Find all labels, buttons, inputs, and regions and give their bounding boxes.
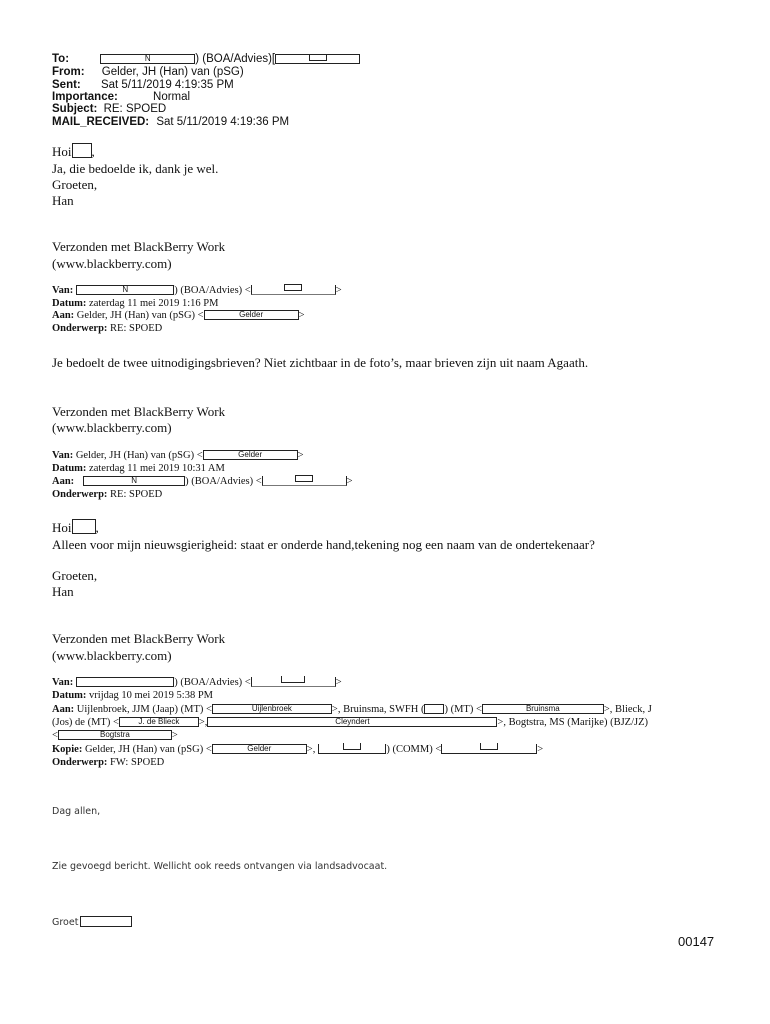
- van-suffix: ) (BOA/Advies) <: [174, 285, 251, 296]
- redacted-name: [72, 519, 96, 534]
- datum-label: Datum:: [52, 690, 87, 701]
- page-number: 00147: [678, 934, 715, 949]
- datum-value: vrijdag 10 mei 2019 5:38 PM: [89, 690, 214, 701]
- aan-suffix: ) (BOA/Advies) <: [185, 476, 262, 487]
- redacted-email: Gelder: [204, 310, 299, 320]
- redacted-email: [275, 54, 360, 64]
- message-signoff: Han: [52, 193, 74, 208]
- van-suffix: ) (BOA/Advies) <: [174, 677, 251, 688]
- van-row: Van: N ) (BOA/Advies) < >: [52, 285, 342, 296]
- redacted-email: Uijlenbroek: [212, 704, 332, 714]
- van-row: Van: Gelder, JH (Han) van (pSG) < Gelder >: [52, 450, 304, 461]
- redacted-email: Gelder: [212, 744, 307, 754]
- importance-label: Importance:: [52, 91, 118, 103]
- from-value: Gelder, JH (Han) van (pSG): [101, 66, 244, 78]
- van-label: Van:: [52, 450, 74, 461]
- redacted-email: [251, 677, 336, 687]
- onderwerp-value: RE: SPOED: [110, 489, 163, 500]
- aan-row: Aan: Gelder, JH (Han) van (pSG) < Gelder >: [52, 310, 305, 321]
- kopie-row: Kopie: Gelder, JH (Han) van (pSG) < Gelder >, ) (COMM) < >: [52, 744, 544, 755]
- redacted-email: [251, 285, 336, 295]
- subject-row: [52, 103, 166, 115]
- aan-row: [52, 704, 652, 715]
- datum-label: Datum:: [52, 463, 87, 474]
- received-row: [52, 116, 289, 128]
- aan-value: Gelder, JH (Han) van (pSG) <: [76, 310, 204, 321]
- van-label: Van:: [52, 677, 74, 688]
- sent-row: [52, 79, 234, 91]
- redacted-recipient: N: [83, 476, 185, 486]
- kopie-text: ) (COMM) <: [386, 744, 442, 755]
- signature-link: (www.blackberry.com): [52, 420, 172, 435]
- datum-value: zaterdag 11 mei 2019 10:31 AM: [89, 463, 225, 474]
- greeting-line: [52, 143, 95, 160]
- importance-row: [52, 91, 190, 103]
- datum-row: [52, 463, 225, 474]
- greeting-comma: ,: [95, 520, 99, 535]
- from-row: [52, 66, 244, 78]
- datum-row: [52, 298, 218, 309]
- sent-label: Sent:: [52, 79, 81, 91]
- signature-line: Verzonden met BlackBerry Work: [52, 404, 226, 419]
- subject-label: Subject:: [52, 103, 98, 115]
- redacted-email: Cleyndert: [207, 717, 497, 727]
- received-value: Sat 5/11/2019 4:19:36 PM: [156, 116, 290, 128]
- redacted-email: J. de Blieck: [119, 717, 199, 727]
- signature-line: Verzonden met BlackBerry Work: [52, 631, 226, 646]
- aan-text: (Jos) de (MT) <: [52, 717, 119, 728]
- onderwerp-label: Onderwerp:: [52, 489, 108, 500]
- message-line: Je bedoelt de twee uitnodigingsbrieven? Niet zichtbaar in de foto’s, maar brieven zijn uit naam Agaath.: [52, 355, 589, 370]
- subject-value: RE: SPOED: [103, 103, 167, 115]
- message-line: Ja, die bedoelde ik, dank je wel.: [52, 161, 219, 176]
- aan-text: >, Bogtstra, MS (Marijke) (BJZ/JZ): [497, 717, 648, 728]
- redacted-name: [80, 916, 132, 927]
- redacted-email: Bogtstra: [58, 730, 172, 740]
- aan-row-continued: < Bogtstra >: [52, 730, 178, 741]
- kopie-value: Gelder, JH (Han) van (pSG) <: [84, 744, 212, 755]
- groet-text: Groet: [52, 917, 79, 928]
- importance-value: Normal: [153, 91, 191, 103]
- redacted-sender: N: [76, 285, 174, 295]
- van-value: Gelder, JH (Han) van (pSG) <: [75, 450, 203, 461]
- onderwerp-value: RE: SPOED: [110, 323, 163, 334]
- message-closing: Groeten,: [52, 177, 98, 192]
- onderwerp-row: [52, 757, 164, 768]
- onderwerp-label: Onderwerp:: [52, 757, 108, 768]
- signature-link: (www.blackberry.com): [52, 256, 172, 271]
- to-suffix: ) (BOA/Advies)[: [195, 53, 276, 65]
- message-signoff: Han: [52, 584, 74, 599]
- datum-value: zaterdag 11 mei 2019 1:16 PM: [89, 298, 219, 309]
- aan-row: Aan: N ) (BOA/Advies) < >: [52, 476, 353, 487]
- aan-value: Uijlenbroek, JJM (Jaap) (MT) <: [76, 704, 212, 715]
- aan-text: >, Bruinsma, SWFH (: [331, 704, 425, 715]
- redacted-email: Gelder: [203, 450, 298, 460]
- aan-label: Aan:: [52, 704, 75, 715]
- signature-line: Verzonden met BlackBerry Work: [52, 239, 226, 254]
- redacted-recipient: N: [100, 54, 195, 64]
- redacted-name: [318, 744, 386, 754]
- greeting-line: [52, 519, 99, 536]
- redacted-name: [72, 143, 92, 158]
- van-label: Van:: [52, 285, 74, 296]
- onderwerp-value: FW: SPOED: [110, 757, 165, 768]
- onderwerp-row: [52, 489, 162, 500]
- onderwerp-row: [52, 323, 162, 334]
- received-label: MAIL_RECEIVED:: [52, 116, 150, 128]
- kopie-label: Kopie:: [52, 744, 83, 755]
- datum-label: Datum:: [52, 298, 87, 309]
- onderwerp-label: Onderwerp:: [52, 323, 108, 334]
- sent-value: Sat 5/11/2019 4:19:35 PM: [100, 79, 234, 91]
- redacted-email: Bruinsma: [482, 704, 604, 714]
- aan-row-continued: (Jos) de (MT) < J. de Blieck >, Cleyndert >, Bogtstra, MS (Marijke) (BJZ/JZ): [52, 717, 648, 728]
- van-row: Van: ) (BOA/Advies) < >: [52, 677, 342, 688]
- greeting-text: Hoi: [52, 144, 72, 159]
- to-label: To:: [52, 53, 70, 65]
- aan-label: Aan:: [52, 310, 75, 321]
- aan-label: Aan:: [52, 476, 75, 487]
- aan-text: ) (MT) <: [444, 704, 482, 715]
- to-row: [52, 53, 360, 65]
- redacted-name: [424, 704, 444, 714]
- forward-signoff: [52, 916, 132, 928]
- signature-link: (www.blackberry.com): [52, 648, 172, 663]
- greeting-text: Hoi: [52, 520, 72, 535]
- redacted-email: [262, 476, 347, 486]
- aan-text: >, Blieck, J: [603, 704, 652, 715]
- message-line: Alleen voor mijn nieuwsgierigheid: staat er onderde hand,tekening nog een naam van de ondertekenaar?: [52, 537, 595, 552]
- redacted-email: [441, 744, 537, 754]
- datum-row: [52, 690, 213, 701]
- forward-body: Zie gevoegd bericht. Wellicht ook reeds ontvangen via landsadvocaat.: [52, 861, 388, 872]
- forward-greeting: Dag allen,: [52, 806, 101, 817]
- from-label: From:: [52, 66, 85, 78]
- message-closing: Groeten,: [52, 568, 98, 583]
- greeting-comma: ,: [91, 144, 95, 159]
- redacted-sender: [76, 677, 174, 687]
